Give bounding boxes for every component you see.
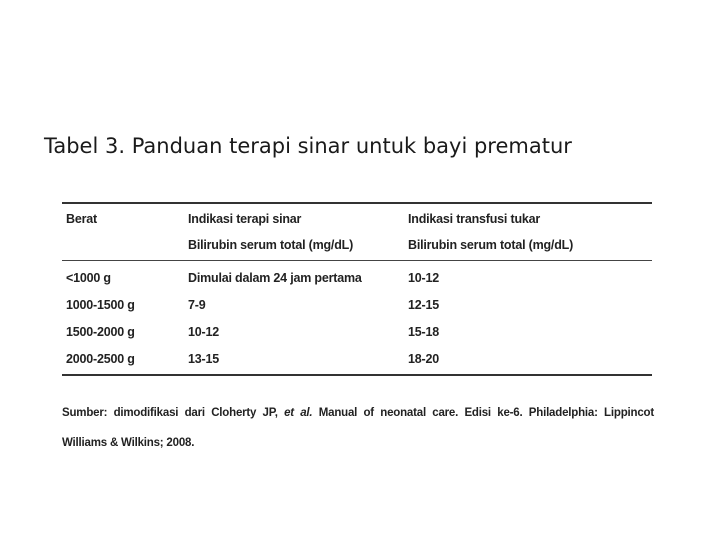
cell-weight: <1000 g [66,270,111,285]
header-row-2 [62,232,652,258]
table-row [62,345,652,372]
header-row-1 [62,206,652,232]
cell-phototherapy: Dimulai dalam 24 jam pertama [188,270,362,285]
table-row [62,318,652,345]
cell-phototherapy: 10-12 [188,324,219,339]
table-bottom-rule [62,374,652,376]
source-prefix: Sumber: dimodifikasi dari Cloherty JP, [62,407,278,419]
source-etal: et al. [284,407,313,419]
table-row [62,291,652,318]
cell-weight: 1500-2000 g [66,324,135,339]
slide-title: Tabel 3. Panduan terapi sinar untuk bayi prematur [44,134,572,158]
cell-exchange-transfusion: 10-12 [408,270,439,285]
cell-exchange-transfusion: 18-20 [408,351,439,366]
cell-phototherapy: 7-9 [188,297,206,312]
header-phototherapy-sub: Bilirubin serum total (mg/dL) [188,238,354,252]
cell-exchange-transfusion: 12-15 [408,297,439,312]
source-suffix: Manual of neonatal care. Edisi ke-6. Philadelphia: Lippincot Williams & Wilkins; 2008. [62,407,655,449]
source-citation [62,398,654,458]
cell-weight: 1000-1500 g [66,297,135,312]
cell-weight: 2000-2500 g [66,351,135,366]
header-exchange-transfusion: Indikasi transfusi tukar [408,212,541,226]
table-body [62,261,652,374]
cell-exchange-transfusion: 15-18 [408,324,439,339]
cell-phototherapy: 13-15 [188,351,219,366]
header-exchange-transfusion-sub: Bilirubin serum total (mg/dL) [408,238,574,252]
header-weight: Berat [66,212,97,226]
table-header [62,204,652,260]
header-phototherapy: Indikasi terapi sinar [188,212,302,226]
phototherapy-table [62,202,652,376]
table-row [62,264,652,291]
